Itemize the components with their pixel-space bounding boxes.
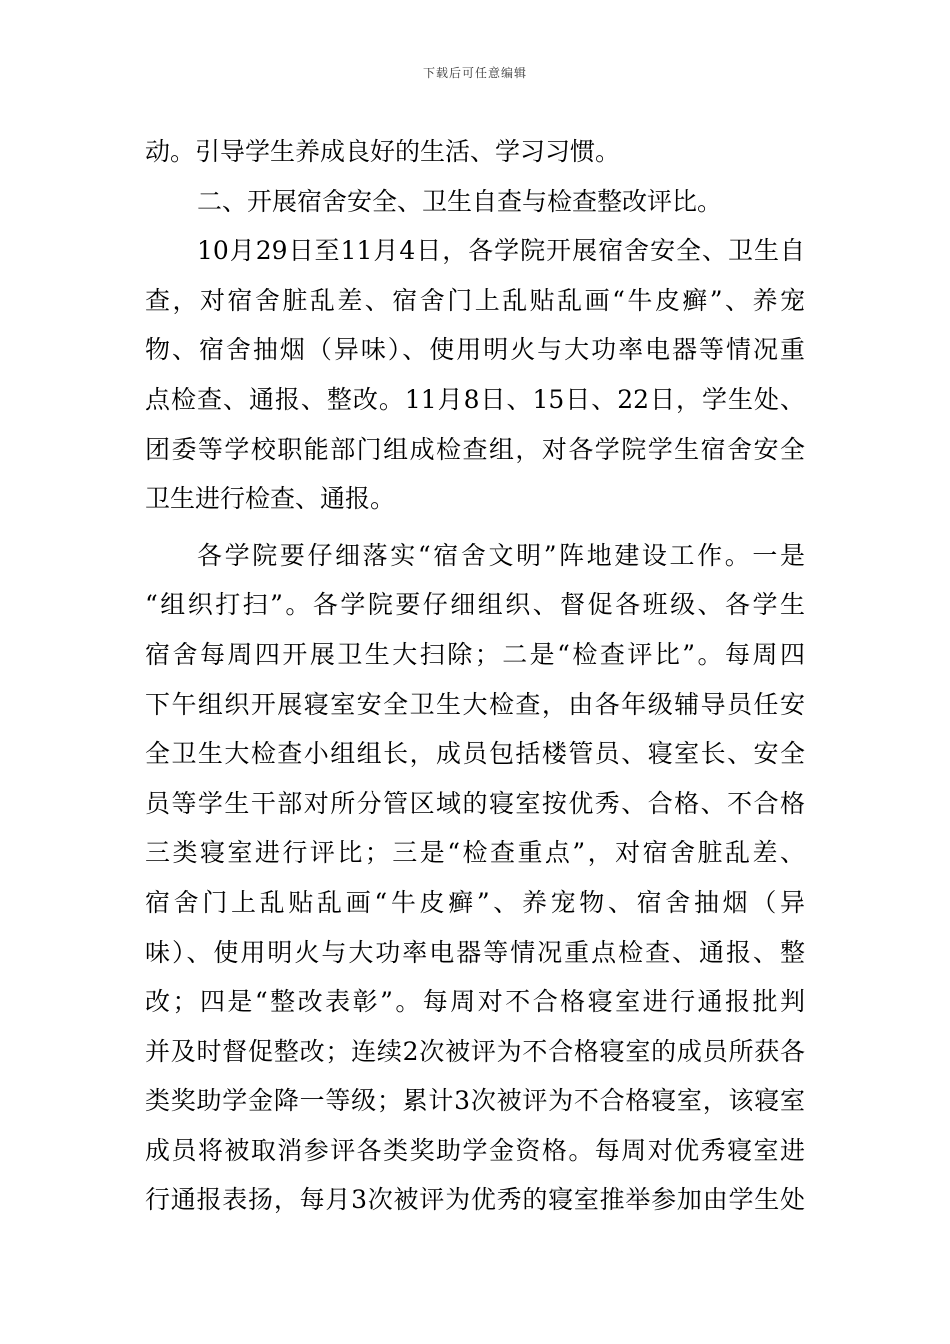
text-line: 点检查、通报、整改。11月8日、15日、22日，学生处、: [145, 384, 805, 414]
text-line: 员等学生干部对所分管区域的寝室按优秀、合格、不合格: [145, 788, 805, 818]
text-line: 行通报表扬，每月3次被评为优秀的寝室推举参加由学生处: [145, 1185, 805, 1215]
text-line: 卫生进行检查、通报。: [145, 484, 396, 514]
text-line: 10月29日至11月4日，各学院开展宿舍安全、卫生自: [197, 236, 805, 266]
text-line: 宿舍门上乱贴乱画“牛皮癣”、养宠物、宿舍抽烟（异: [145, 887, 805, 917]
text-line: 各学院要仔细落实“宿舍文明”阵地建设工作。一是: [197, 540, 805, 570]
text-line: 查，对宿舍脏乱差、宿舍门上乱贴乱画“牛皮癣”、养宠: [145, 285, 805, 315]
paragraph: [145, 531, 805, 1225]
document-body: [145, 127, 805, 1225]
text-line: 宿舍每周四开展卫生大扫除；二是“检查评比”。每周四: [145, 639, 805, 669]
text-line: 三类寝室进行评比；三是“检查重点”，对宿舍脏乱差、: [145, 838, 805, 868]
paragraph: [145, 226, 805, 524]
text-line: 改；四是“整改表彰”。每周对不合格寝室进行通报批判: [145, 987, 805, 1017]
text-line: 味）、使用明火与大功率电器等情况重点检查、通报、整: [145, 937, 805, 967]
section-heading: [145, 177, 805, 227]
text-line: 全卫生大检查小组组长，成员包括楼管员、寝室长、安全: [145, 739, 805, 769]
page-header: 下载后可任意编辑: [422, 66, 527, 80]
text-line: 物、宿舍抽烟（异味）、使用明火与大功率电器等情况重: [145, 335, 805, 365]
text-line: 类奖助学金降一等级；累计3次被评为不合格寝室，该寝室: [145, 1086, 805, 1116]
paragraph: [145, 127, 805, 177]
text-line: 并及时督促整改；连续2次被评为不合格寝室的成员所获各: [145, 1036, 805, 1066]
text-line: 动。引导学生养成良好的生活、学习习惯。: [145, 137, 621, 166]
text-line: 团委等学校职能部门组成检查组，对各学院学生宿舍安全: [145, 434, 805, 464]
text-line: 下午组织开展寝室安全卫生大检查，由各年级辅导员任安: [145, 689, 805, 719]
text-line: 成员将被取消参评各类奖助学金资格。每周对优秀寝室进: [145, 1135, 805, 1165]
text-line: 二、开展宿舍安全、卫生自查与检查整改评比。: [197, 186, 723, 216]
text-line: “组织打扫”。各学院要仔细组织、督促各班级、各学生: [145, 590, 805, 620]
